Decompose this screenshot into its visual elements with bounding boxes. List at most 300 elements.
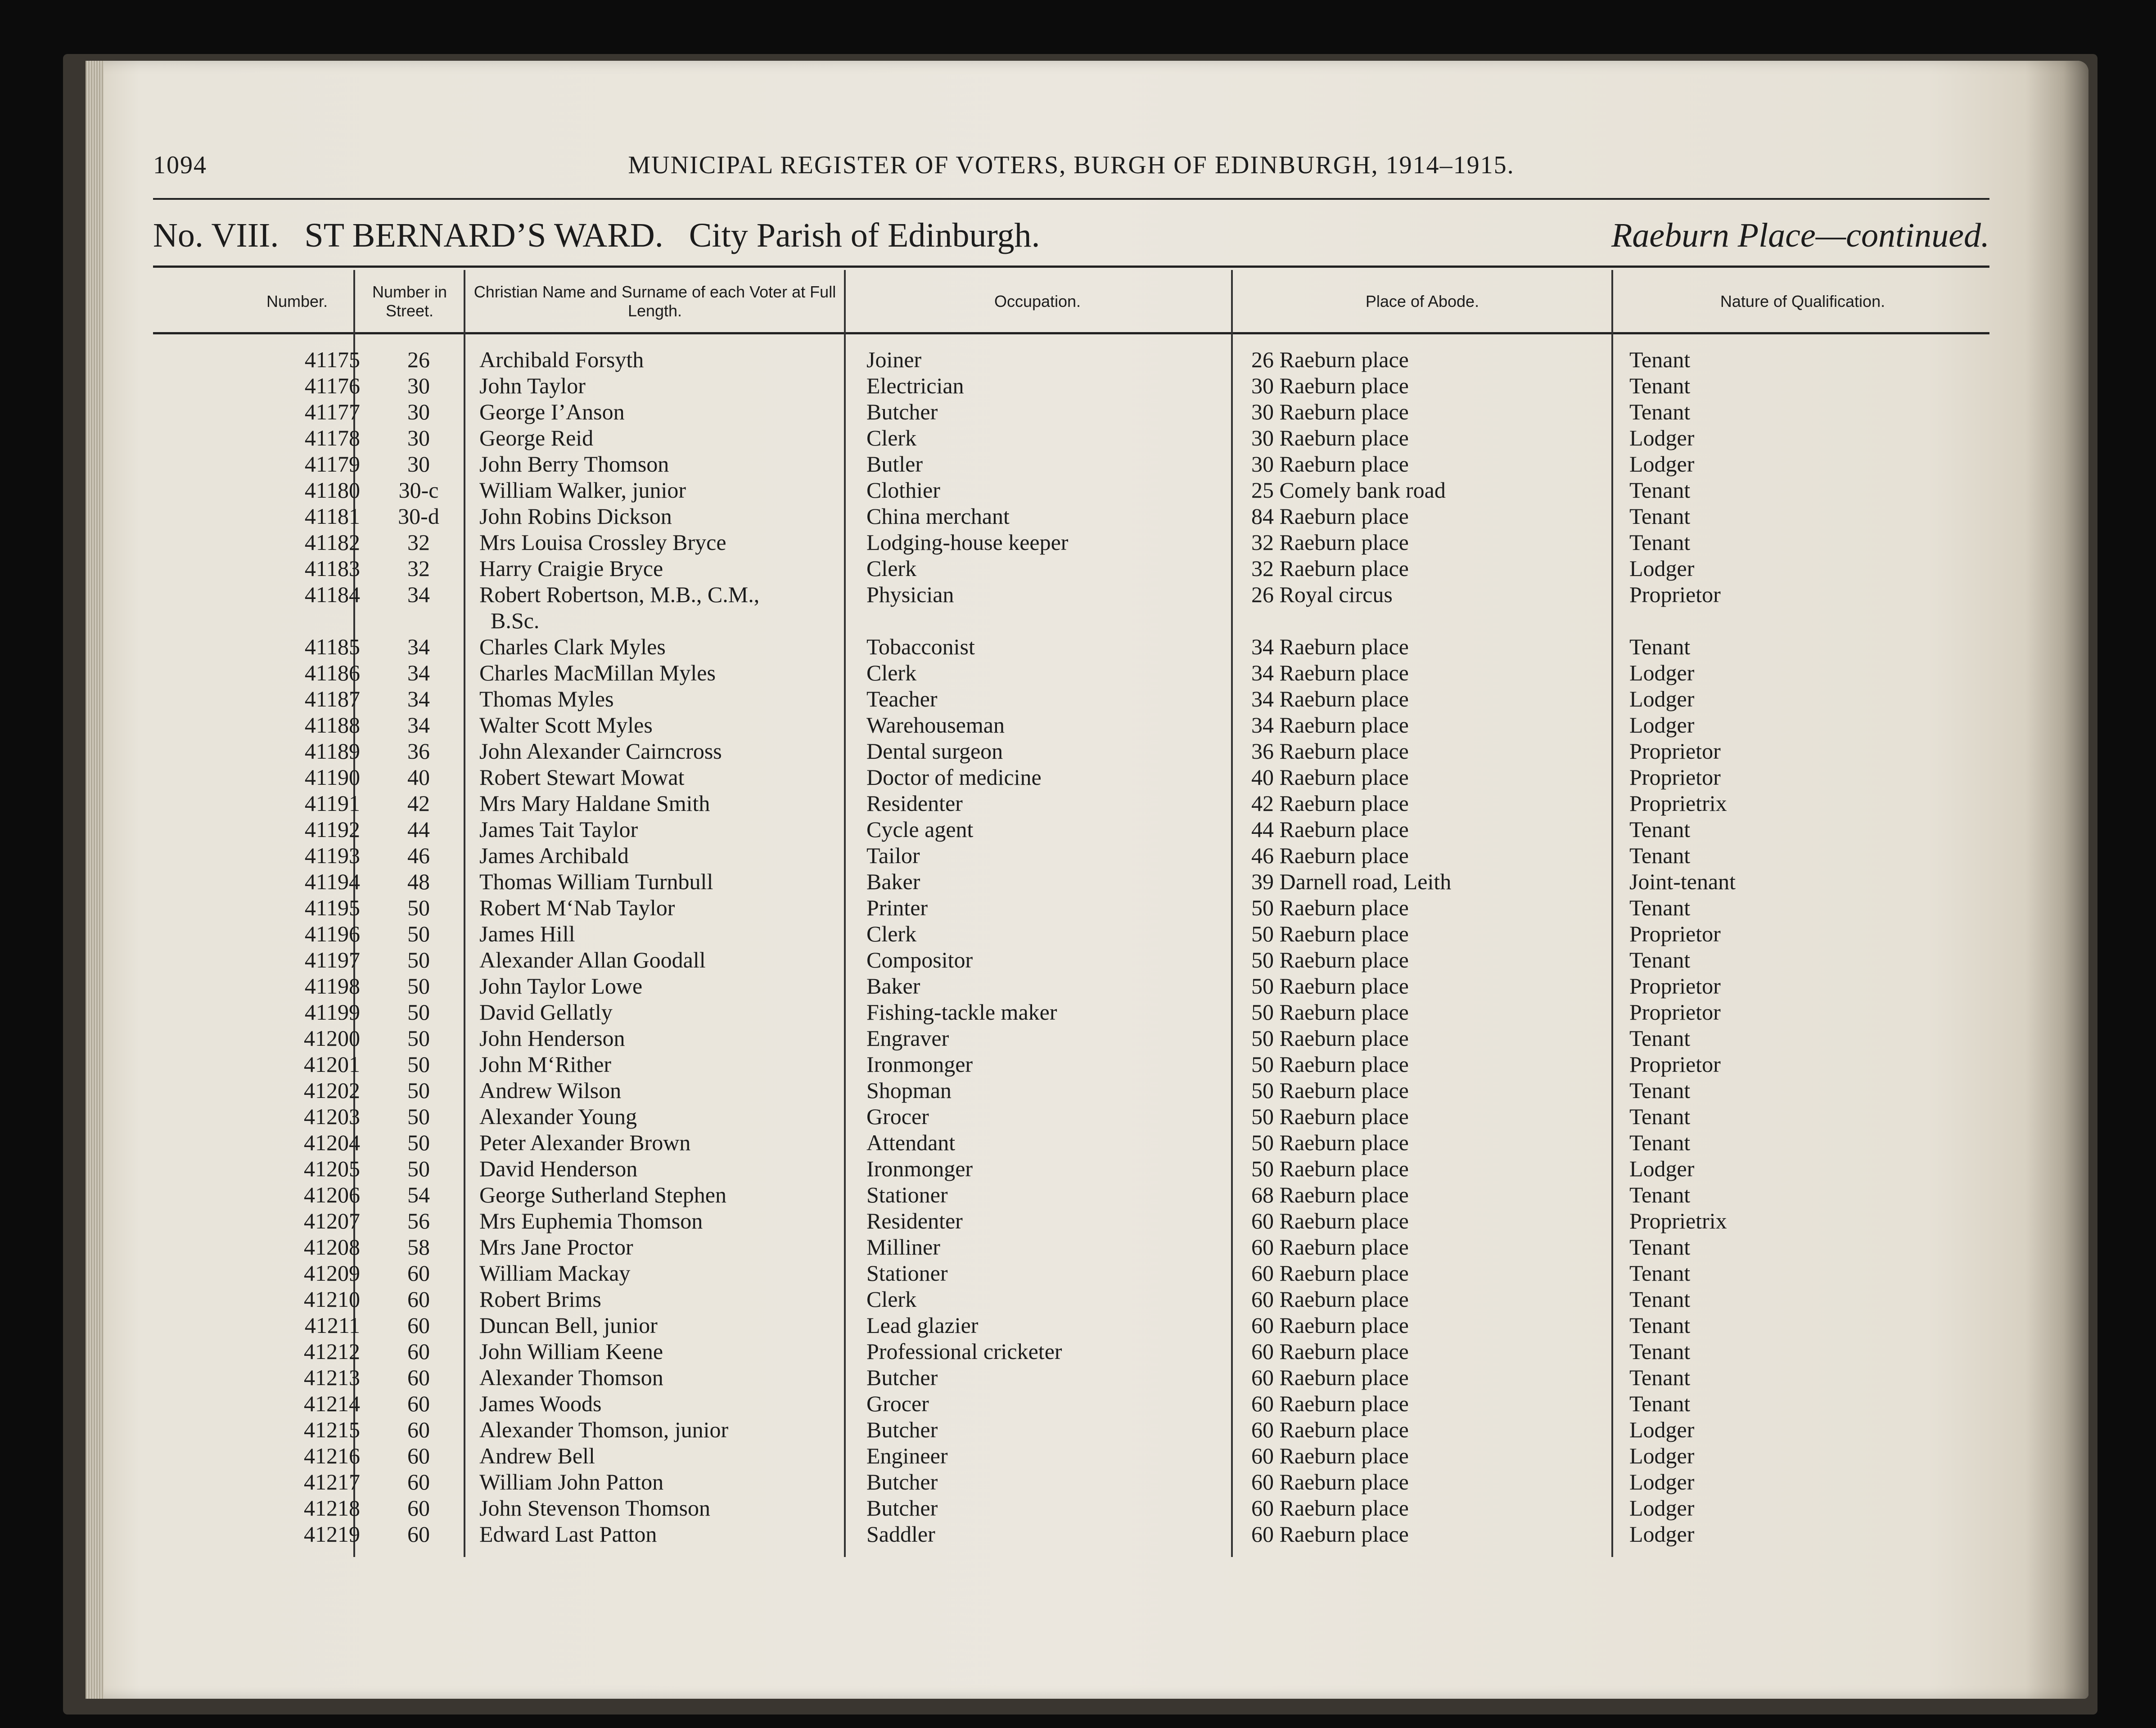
table-row [0,738,2156,764]
street-number: 32 [407,530,430,555]
occupation: Tailor [866,843,920,868]
voter-name: Harry Craigie Bryce [479,556,663,581]
street-number: 34 [407,712,430,738]
occupation: Clerk [866,425,917,450]
qualification: Lodger [1629,1156,1695,1181]
street-number: 36 [407,738,430,764]
place-of-abode: 30 Raeburn place [1251,451,1409,477]
voter-name: John Stevenson Thomson [479,1495,710,1521]
ward-number: No. VIII. [153,216,279,254]
voter-name: Robert Stewart Mowat [479,765,685,790]
occupation: Butcher [866,1365,938,1390]
occupation: Attendant [866,1130,956,1155]
place-of-abode: 42 Raeburn place [1251,791,1409,816]
voter-number: 41186 [304,660,360,685]
occupation: Engineer [866,1443,948,1468]
voter-name: John M‘Rither [479,1052,612,1077]
occupation: Joiner [866,347,922,372]
voter-number: 41182 [304,530,360,555]
voter-name: Andrew Wilson [479,1078,622,1103]
occupation: Compositor [866,947,973,972]
occupation: Residenter [866,791,963,816]
place-of-abode: 60 Raeburn place [1251,1287,1409,1312]
street-number: 60 [407,1260,430,1286]
voter-name: James Woods [479,1391,602,1416]
street-number: 60 [407,1469,430,1494]
qualification: Tenant [1629,1260,1691,1286]
place-of-abode: 26 Royal circus [1251,582,1393,607]
occupation: Ironmonger [866,1052,973,1077]
voter-number: 41201 [304,1052,360,1077]
place-of-abode: 25 Comely bank road [1251,477,1446,503]
column-header-qualification: Nature of Qualification. [1720,292,1885,310]
street-number: 60 [407,1365,430,1390]
street-number: 50 [407,921,430,946]
occupation: Butcher [866,399,938,424]
street-number: 40 [407,765,430,790]
place-of-abode: 26 Raeburn place [1251,347,1409,372]
voter-name: George I’Anson [479,399,625,424]
place-of-abode: 50 Raeburn place [1251,973,1409,999]
voter-name: James Tait Taylor [479,817,638,842]
table-row [0,1312,2156,1338]
voter-number: 41218 [304,1495,360,1521]
table-row [0,634,2156,660]
voter-number: 41190 [304,765,360,790]
voter-name: Alexander Thomson [479,1365,663,1390]
table-row [0,1208,2156,1234]
place-of-abode: 30 Raeburn place [1251,425,1409,450]
voter-name: James Hill [479,921,575,946]
table-row [0,1390,2156,1417]
voter-name: Alexander Thomson, junior [479,1417,729,1442]
table-row [0,947,2156,973]
street-number: 60 [407,1417,430,1442]
place-of-abode: 60 Raeburn place [1251,1208,1409,1233]
voter-number: 41203 [304,1104,360,1129]
occupation: Fishing-tackle maker [866,999,1057,1025]
voter-name: John Berry Thomson [479,451,669,477]
street-number: 60 [407,1495,430,1521]
street-number: 60 [407,1287,430,1312]
voter-name: Edward Last Patton [479,1521,657,1547]
table-row [0,1417,2156,1443]
voter-number: 41181 [304,504,360,529]
occupation: Clerk [866,1287,917,1312]
voter-number: 41207 [304,1208,360,1233]
occupation: Dental surgeon [866,738,1003,764]
qualification: Lodger [1629,1469,1695,1494]
qualification: Proprietor [1629,999,1721,1025]
voter-number: 41196 [304,921,360,946]
place-of-abode: 30 Raeburn place [1251,399,1409,424]
voter-number: 41219 [304,1521,360,1547]
qualification: Tenant [1629,399,1691,424]
table-row [0,660,2156,686]
voter-name: David Gellatly [479,999,613,1025]
table-row [0,1130,2156,1156]
place-of-abode: 50 Raeburn place [1251,1052,1409,1077]
qualification: Tenant [1629,1365,1691,1390]
street-number: 30 [407,399,430,424]
street-number: 42 [407,791,430,816]
table-row [0,529,2156,555]
voter-number: 41188 [304,712,360,738]
ward-info [153,216,1040,255]
qualification: Proprietor [1629,738,1721,764]
place-of-abode: 60 Raeburn place [1251,1521,1409,1547]
running-header [153,151,1989,187]
table-row [0,451,2156,477]
qualification: Lodger [1629,1443,1695,1468]
column-header-abode: Place of Abode. [1365,292,1479,310]
qualification: Tenant [1629,1313,1691,1338]
table-top-rule [153,266,1989,268]
table-row [0,477,2156,503]
place-of-abode: 50 Raeburn place [1251,1026,1409,1051]
voter-name: John Taylor [479,373,586,398]
street-number: 30 [407,373,430,398]
voter-name: David Henderson [479,1156,638,1181]
street-number: 60 [407,1391,430,1416]
voter-number: 41193 [304,843,360,868]
street-number: 58 [407,1234,430,1260]
table-row [0,1156,2156,1182]
voter-name: John Henderson [479,1026,625,1051]
occupation: Baker [866,973,920,999]
place-of-abode: 34 Raeburn place [1251,634,1409,659]
voter-number: 41176 [304,373,360,398]
voter-number: 41197 [304,947,360,972]
voter-name: George Reid [479,425,594,450]
occupation: China merchant [866,504,1010,529]
place-of-abode: 50 Raeburn place [1251,1130,1409,1155]
voter-number: 41211 [304,1313,360,1338]
occupation: Grocer [866,1104,929,1129]
occupation: Shopman [866,1078,952,1103]
voter-number: 41175 [304,347,360,372]
place-of-abode: 50 Raeburn place [1251,1078,1409,1103]
place-of-abode: 32 Raeburn place [1251,556,1409,581]
street-number: 34 [407,634,430,659]
voter-name: Robert Robertson, M.B., C.M., [479,582,760,607]
street-number: 46 [407,843,430,868]
occupation: Lead glazier [866,1313,979,1338]
table-row [0,425,2156,451]
occupation: Lodging-house keeper [866,530,1069,555]
voter-number: 41198 [304,973,360,999]
qualification: Tenant [1629,817,1691,842]
voter-name: Thomas Myles [479,686,614,711]
qualification: Tenant [1629,1182,1691,1207]
table-row [0,1077,2156,1103]
voter-number: 41195 [304,895,360,920]
qualification: Proprietor [1629,1052,1721,1077]
occupation: Clerk [866,660,917,685]
qualification: Lodger [1629,660,1695,685]
place-of-abode: 34 Raeburn place [1251,686,1409,711]
table-row [0,1286,2156,1312]
qualification: Tenant [1629,843,1691,868]
voter-name: Walter Scott Myles [479,712,653,738]
place-of-abode: 32 Raeburn place [1251,530,1409,555]
place-of-abode: 50 Raeburn place [1251,999,1409,1025]
street-number: 50 [407,1104,430,1129]
voter-number: 41185 [304,634,360,659]
voter-number: 41184 [304,582,360,607]
table-row [0,686,2156,712]
table-row [0,555,2156,581]
table-row [0,1364,2156,1390]
table-row [0,764,2156,790]
qualification: Proprietrix [1629,1208,1727,1233]
voter-name: Thomas William Turnbull [479,869,713,894]
place-of-abode: 60 Raeburn place [1251,1443,1409,1468]
voter-number: 41214 [304,1391,360,1416]
voter-name: John Alexander Cairncross [479,738,722,764]
voter-number: 41180 [304,477,360,503]
place-of-abode: 44 Raeburn place [1251,817,1409,842]
qualification: Joint-tenant [1629,869,1736,894]
table-row [0,346,2156,373]
occupation: Physician [866,582,954,607]
place-of-abode: 60 Raeburn place [1251,1391,1409,1416]
column-header-occupation: Occupation. [994,292,1081,310]
qualification: Lodger [1629,712,1695,738]
occupation: Butcher [866,1495,938,1521]
occupation: Professional cricketer [866,1339,1062,1364]
column-header-name: Christian Name and Surname of each Voter at Full Length. [474,283,836,320]
occupation: Engraver [866,1026,949,1051]
street-number: 34 [407,686,430,711]
qualification: Proprietor [1629,582,1721,607]
occupation: Ironmonger [866,1156,973,1181]
street-number: 50 [407,895,430,920]
street-number: 50 [407,947,430,972]
table-row [0,581,2156,608]
qualification: Tenant [1629,1026,1691,1051]
page-number: 1094 [153,151,207,179]
voter-name: William John Patton [479,1469,664,1494]
street-number: 60 [407,1313,430,1338]
street-number: 50 [407,1130,430,1155]
voter-number: 41208 [304,1234,360,1260]
ward-name: ST BERNARD’S WARD. [304,216,663,254]
street-number: 26 [407,347,430,372]
header-rule [153,198,1989,200]
table-row [0,373,2156,399]
place-of-abode: 50 Raeburn place [1251,895,1409,920]
voter-number: 41204 [304,1130,360,1155]
qualification: Lodger [1629,1521,1695,1547]
table-row [0,973,2156,999]
voter-name: Mrs Euphemia Thomson [479,1208,703,1233]
qualification: Proprietor [1629,765,1721,790]
voter-number: 41199 [304,999,360,1025]
table-row [0,1338,2156,1364]
street-number: 30 [407,425,430,450]
place-of-abode: 60 Raeburn place [1251,1313,1409,1338]
qualification: Tenant [1629,373,1691,398]
voter-name: John Robins Dickson [479,504,672,529]
ward-heading [153,216,1989,261]
voter-name: Robert M‘Nab Taylor [479,895,675,920]
table-row [0,1182,2156,1208]
column-header-street-number: Number in Street. [372,283,447,320]
place-of-abode: 60 Raeburn place [1251,1365,1409,1390]
occupation: Tobacconist [866,634,975,659]
qualification: Tenant [1629,1287,1691,1312]
qualification: Lodger [1629,425,1695,450]
voter-name: Charles MacMillan Myles [479,660,716,685]
voter-number: 41210 [304,1287,360,1312]
occupation: Baker [866,869,920,894]
place-of-abode: 84 Raeburn place [1251,504,1409,529]
occupation: Electrician [866,373,964,398]
voter-name: John William Keene [479,1339,663,1364]
voter-number: 41183 [304,556,360,581]
table-row [0,712,2156,738]
voter-name: William Mackay [479,1260,631,1286]
column-header-number: Number. [266,292,328,310]
qualification: Proprietor [1629,973,1721,999]
register-title: MUNICIPAL REGISTER OF VOTERS, BURGH OF EDINBURGH, 1914–1915. [628,151,1515,179]
voter-name: Peter Alexander Brown [479,1130,691,1155]
voter-number: 41177 [304,399,360,424]
table-row [0,1495,2156,1521]
occupation: Grocer [866,1391,929,1416]
occupation: Teacher [866,686,938,711]
street-number: 56 [407,1208,430,1233]
voter-name-continuation: B.Sc. [491,608,540,633]
voter-number: 41192 [304,817,360,842]
table-row [0,842,2156,868]
table-row [0,1025,2156,1051]
street-number: 50 [407,973,430,999]
place-of-abode: 39 Darnell road, Leith [1251,869,1452,894]
voter-number: 41178 [304,425,360,450]
voter-name: Charles Clark Myles [479,634,666,659]
table-row [0,868,2156,895]
table-row [0,790,2156,816]
place-of-abode: 60 Raeburn place [1251,1260,1409,1286]
street-number: 50 [407,1052,430,1077]
qualification: Tenant [1629,1104,1691,1129]
table-row [0,1051,2156,1077]
header-bottom-rule [153,332,1989,334]
table-row [0,895,2156,921]
qualification: Lodger [1629,1495,1695,1521]
place-of-abode: 60 Raeburn place [1251,1339,1409,1364]
table-row [0,1234,2156,1260]
voter-number: 41189 [304,738,360,764]
occupation: Doctor of medicine [866,765,1042,790]
table-row [0,1469,2156,1495]
qualification: Tenant [1629,1391,1691,1416]
voter-number: 41179 [304,451,360,477]
voter-name: Mrs Louisa Crossley Bryce [479,530,726,555]
qualification: Lodger [1629,686,1695,711]
voter-number: 41206 [304,1182,360,1207]
table-row [0,999,2156,1025]
qualification: Tenant [1629,1234,1691,1260]
voter-number: 41202 [304,1078,360,1103]
street-number: 30-c [398,477,439,503]
street-number: 50 [407,1156,430,1181]
occupation: Residenter [866,1208,963,1233]
street-number: 50 [407,1026,430,1051]
qualification: Lodger [1629,1417,1695,1442]
street-number: 34 [407,582,430,607]
place-of-abode: 68 Raeburn place [1251,1182,1409,1207]
street-number: 60 [407,1443,430,1468]
street-number: 30 [407,451,430,477]
occupation: Warehouseman [866,712,1005,738]
place-of-abode: 36 Raeburn place [1251,738,1409,764]
table-row [0,921,2156,947]
street-number: 50 [407,1078,430,1103]
voter-number: 41216 [304,1443,360,1468]
table-row [0,1103,2156,1130]
place-of-abode: 60 Raeburn place [1251,1469,1409,1494]
voter-name: George Sutherland Stephen [479,1182,726,1207]
voter-number: 41205 [304,1156,360,1181]
street-number: 30-d [398,504,439,529]
street-heading: Raeburn Place—continued. [1611,216,1989,254]
qualification: Lodger [1629,451,1695,477]
place-of-abode: 60 Raeburn place [1251,1417,1409,1442]
qualification: Tenant [1629,504,1691,529]
voter-name: Alexander Young [479,1104,637,1129]
table-row [0,503,2156,529]
voter-number: 41191 [304,791,360,816]
voter-number: 41217 [304,1469,360,1494]
table-row [0,399,2156,425]
street-number: 44 [407,817,430,842]
occupation: Milliner [866,1234,940,1260]
occupation: Cycle agent [866,817,974,842]
qualification: Tenant [1629,1130,1691,1155]
qualification: Tenant [1629,947,1691,972]
street-number: 34 [407,660,430,685]
qualification: Proprietor [1629,921,1721,946]
place-of-abode: 34 Raeburn place [1251,660,1409,685]
qualification: Lodger [1629,556,1695,581]
qualification: Tenant [1629,895,1691,920]
street-number: 50 [407,999,430,1025]
voter-number: 41209 [304,1260,360,1286]
voter-number: 41213 [304,1365,360,1390]
place-of-abode: 50 Raeburn place [1251,1156,1409,1181]
place-of-abode: 60 Raeburn place [1251,1234,1409,1260]
qualification: Tenant [1629,1078,1691,1103]
parish-name: City Parish of Edinburgh. [689,216,1040,254]
voter-name: Mrs Jane Proctor [479,1234,633,1260]
place-of-abode: 50 Raeburn place [1251,921,1409,946]
qualification: Tenant [1629,1339,1691,1364]
voter-name: John Taylor Lowe [479,973,643,999]
voter-number: 41187 [304,686,360,711]
occupation: Clerk [866,556,917,581]
street-number: 48 [407,869,430,894]
voter-number: 41215 [304,1417,360,1442]
place-of-abode: 60 Raeburn place [1251,1495,1409,1521]
street-number: 54 [407,1182,430,1207]
voter-name: Alexander Allan Goodall [479,947,706,972]
voter-name: Mrs Mary Haldane Smith [479,791,710,816]
voter-name: Robert Brims [479,1287,601,1312]
occupation: Printer [866,895,928,920]
